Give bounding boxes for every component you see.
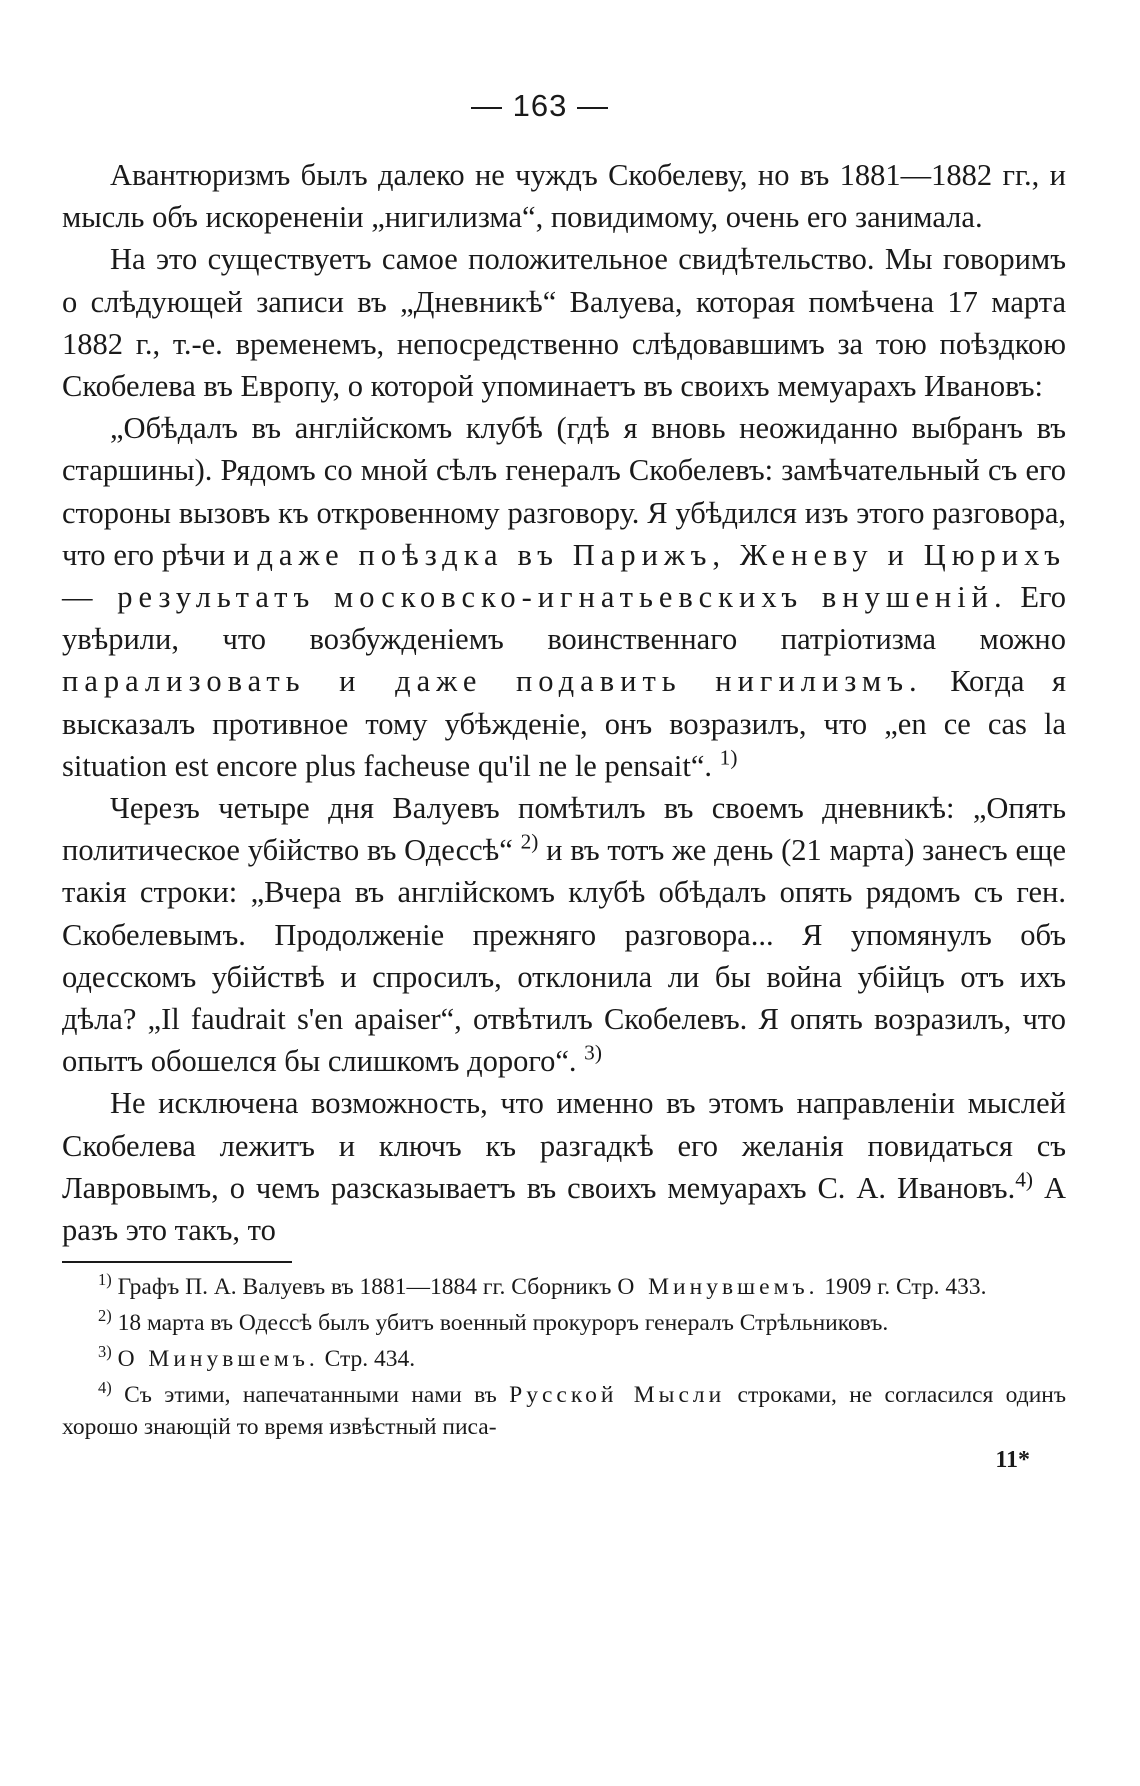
footnote-2 <box>62 1307 1066 1339</box>
footnote-text: строками, не согласился одинъ хорошо знающій то время извѣстный писа- <box>62 1382 1067 1441</box>
paragraph-1: Авантюризмъ былъ далеко не чуждъ Скобелеву, но въ 1881—1882 гг., и мысль объ искорененіи „нигилизма“, повидимому, очень его занимала. <box>62 158 1066 235</box>
footnote-text: Съ этими, напечатанными нами въ <box>124 1382 497 1409</box>
book-page <box>62 88 1066 1474</box>
footnote-ref[interactable]: 3) <box>584 1040 602 1065</box>
footnote-text: Графъ П. А. Валуевъ въ 1881—1884 гг. Сборникъ <box>117 1274 612 1301</box>
footnote-mark: 4) <box>98 1378 112 1398</box>
quote-text: Когда я высказалъ противное тому убѣжденіе, онъ возразилъ, что „en ce cas la situation est encore plus facheuse qu'il ne le pensait“. <box>62 664 1066 783</box>
spaced-emphasis: даже поѣздка въ Парижъ, Женеву и Цюрихъ — результатъ московско-игнатьевскихъ внушеній. <box>62 537 1066 615</box>
paragraph-3-quote <box>62 407 1066 787</box>
paragraph-4 <box>62 787 1066 1082</box>
spaced-emphasis: парализовать и даже подавить нигилизмъ. <box>62 664 923 699</box>
footnote-divider <box>62 1261 292 1263</box>
footnote-1 <box>62 1271 1066 1303</box>
paragraph-text: А разъ это такъ, то <box>62 1170 1067 1248</box>
paragraph-text: Не исключена возможность, что именно въ этомъ направленіи мыслей Скобелева лежитъ и ключъ къ разгадкѣ его желанія повидаться съ Лавровымъ, о чемъ разсказываетъ въ своихъ мемуарахъ С. А. Ивановъ. <box>62 1086 1066 1205</box>
paragraph-2: На это существуетъ самое положительное свидѣтельство. Мы говоримъ о слѣдующей записи въ „Дневникѣ“ Валуева, которая помѣчена 17 марта 1882 г., т.-е. временемъ, непосредственно слѣдовавшимъ за тою поѣздкою Скобелева въ Европу, о которой упоминаетъ въ своихъ мемуарахъ Ивановъ: <box>62 242 1066 404</box>
footnote-text: 1909 г. Стр. 433. <box>824 1274 987 1301</box>
footnote-ref[interactable]: 2) <box>520 829 539 854</box>
footnotes <box>62 1271 1066 1443</box>
page-number: — 163 — <box>471 88 609 123</box>
footnote-text: Стр. 434. <box>324 1346 416 1373</box>
spaced-title: О Минувшемъ. <box>617 1274 819 1301</box>
footnote-4 <box>62 1379 1066 1443</box>
footnote-mark: 3) <box>98 1342 112 1362</box>
main-text <box>62 154 1066 1251</box>
paragraph-5 <box>62 1082 1066 1251</box>
footnote-mark: 2) <box>98 1306 112 1326</box>
footnote-ref[interactable]: 1) <box>719 745 738 770</box>
quote-text: Его увѣрили, что возбужденіемъ воинственнаго патріотизма можно <box>62 580 1066 657</box>
printer-signature: 11* <box>995 1447 1030 1474</box>
quote-text: „Обѣдалъ въ англійскомъ клубѣ (гдѣ я вновь неожиданно выбранъ въ старшины). Рядомъ со мной сѣлъ генералъ Скобелевъ: замѣчательный съ его стороны вызовъ къ откровенному разговору. Я убѣдился изъ этого разговора, что его рѣчи и <box>62 411 1066 572</box>
footnote-ref[interactable]: 4) <box>1015 1167 1033 1192</box>
spaced-title: О Минувшемъ. <box>117 1346 319 1373</box>
paragraph-text: и въ тотъ же день (21 марта) занесъ еще такія строки: „Вчера въ англійскомъ клубѣ обѣдалъ опять рядомъ съ ген. Скобелевымъ. Продолженіе прежняго разговора... Я упомянулъ объ одесскомъ убійствѣ и спросилъ, отклонила ли бы война убійцъ отъ ихъ дѣла? „Il faudrait s'en apaiser“, отвѣтилъ Скобелевъ. Я опять возразилъ, что опытъ обошелся бы слишкомъ дорого“. <box>62 833 1067 1079</box>
footnote-mark: 1) <box>98 1270 112 1290</box>
paragraph-text: Черезъ четыре дня Валуевъ помѣтилъ въ своемъ дневникѣ: „Опять политическое убійство въ Одессѣ“ <box>62 791 1066 868</box>
spaced-title: Русской Мысли <box>509 1382 726 1409</box>
footnote-text: 18 марта въ Одессѣ былъ убитъ военный прокуроръ генералъ Стрѣльниковъ. <box>117 1310 889 1337</box>
footnote-3 <box>62 1343 1066 1375</box>
